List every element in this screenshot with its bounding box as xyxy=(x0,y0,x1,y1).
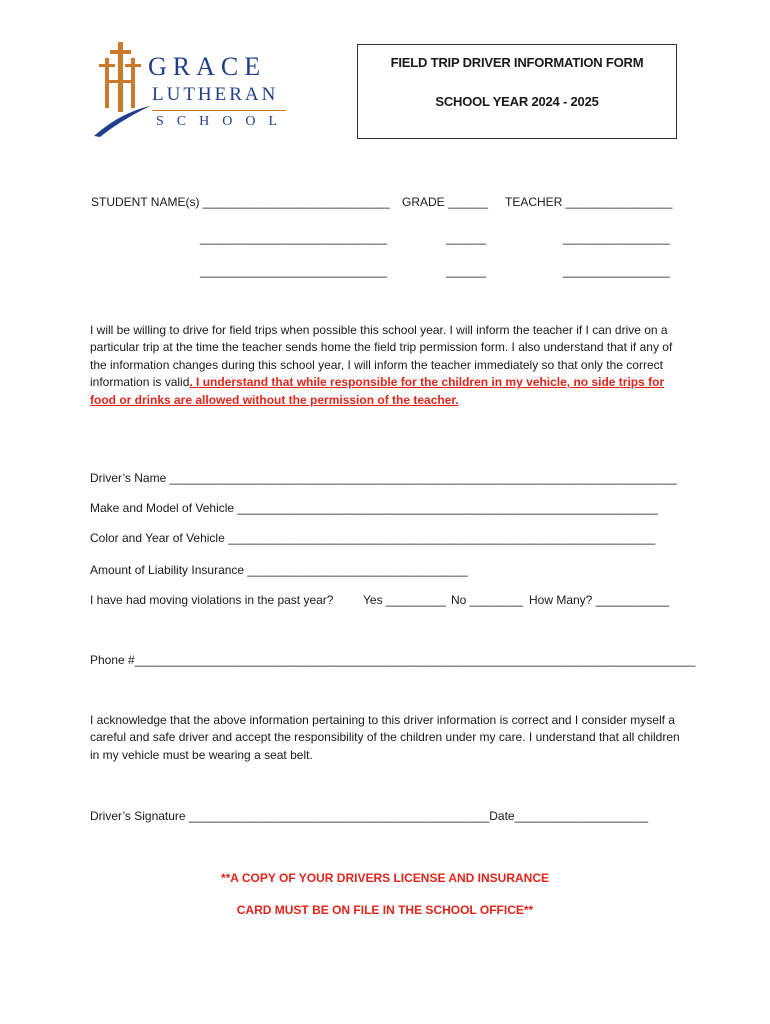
liability-field[interactable]: Amount of Liability Insurance _________________________________ xyxy=(90,563,468,577)
notice-line-2: CARD MUST BE ON FILE IN THE SCHOOL OFFICE** xyxy=(236,903,534,917)
color-year-field[interactable]: Color and Year of Vehicle ________________________________________________________________ xyxy=(90,531,656,545)
grade-field-3[interactable]: ______ xyxy=(446,264,487,278)
agreement-paragraph xyxy=(90,322,680,409)
student-name-field-3[interactable]: ____________________________ xyxy=(200,264,387,278)
signature-date-field[interactable]: Driver’s Signature _____________________________________________Date____________________ xyxy=(90,809,649,823)
notice-line-1: **A COPY OF YOUR DRIVERS LICENSE AND INSURANCE xyxy=(220,871,550,885)
teacher-field-2[interactable]: ________________ xyxy=(563,231,670,245)
logo-divider xyxy=(152,110,286,111)
violations-count-field[interactable]: How Many? ___________ xyxy=(529,593,670,607)
violations-question: I have had moving violations in the past year? xyxy=(90,593,334,607)
agreement-warning: . I understand that while responsible for the children in my vehicle, no side trips for food or drinks are allowed without the permission of the teacher. xyxy=(90,375,665,407)
teacher-field-3[interactable]: ________________ xyxy=(563,264,670,278)
cross-icon xyxy=(92,40,152,140)
logo-word-lutheran: LUTHERAN xyxy=(152,84,279,105)
school-year: SCHOOL YEAR 2024 - 2025 xyxy=(435,94,599,109)
grade-field-2[interactable]: ______ xyxy=(446,231,487,245)
grade-field[interactable]: GRADE ______ xyxy=(402,195,489,209)
make-model-field[interactable]: Make and Model of Vehicle _______________________________________________________________ xyxy=(90,501,658,515)
agreement-text: I will be willing to drive for field trips when possible this school year. I will inform the teacher if I can drive on a particular trip at the time the teacher sends home the field trip permission form. I also understand that if any of the information changes during this school year, I will inform the teacher immediately so that only the correct information is valid xyxy=(90,323,673,390)
acknowledgement-paragraph: I acknowledge that the above information pertaining to this driver information is correct and I consider myself a careful and safe driver and accept the responsibility of the children under my care. I understand that all children in my vehicle must be wearing a seat belt. xyxy=(90,713,680,762)
phone-field[interactable]: Phone #____________________________________________________________________________________ xyxy=(90,653,696,667)
form-title: FIELD TRIP DRIVER INFORMATION FORM xyxy=(390,55,644,70)
logo-word-school: SCHOOL xyxy=(156,114,291,129)
logo-word-grace: GRACE xyxy=(148,52,267,81)
drivers-name-field[interactable]: Driver’s Name ____________________________________________________________________________ xyxy=(90,471,677,485)
teacher-field[interactable]: TEACHER ________________ xyxy=(505,195,673,209)
student-name-field[interactable]: STUDENT NAME(s) ____________________________ xyxy=(91,195,390,209)
violations-no-field[interactable]: No ________ xyxy=(451,593,524,607)
violations-yes-field[interactable]: Yes _________ xyxy=(363,593,446,607)
school-logo xyxy=(92,40,292,140)
student-name-field-2[interactable]: ____________________________ xyxy=(200,231,387,245)
form-title-box xyxy=(357,44,677,139)
